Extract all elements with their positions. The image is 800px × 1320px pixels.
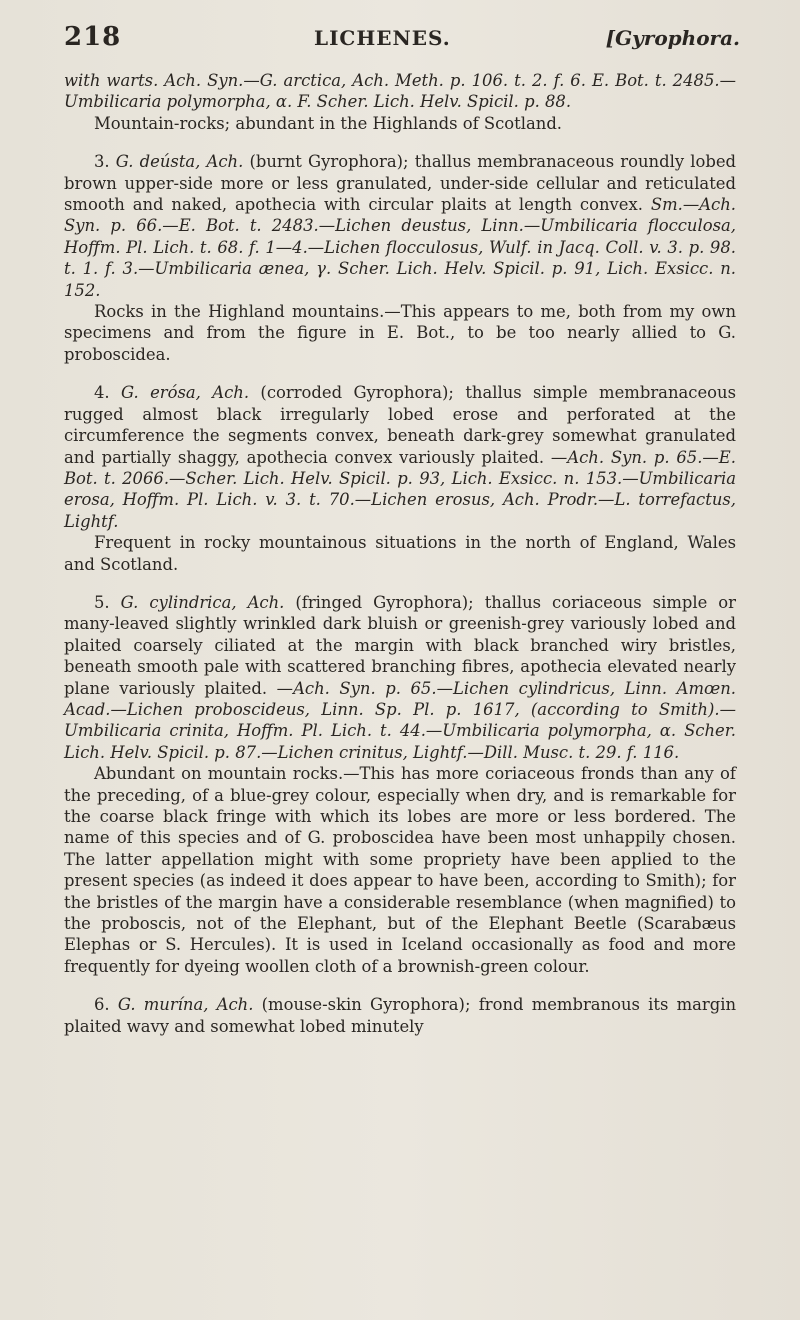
habitat-note: Abundant on mountain rocks.—This has more coriaceous fronds than any of the preceding, of a blue-grey colour, especially when dry, and is remarkable for the coarse black fringe with which its lobes are more or less bordered. The name of this species and of G. proboscidea have been most unhappily chosen. The latter appellation might with some propriety have been applied to the present species (as indeed it does appear to have been, according to Smith); for the bristles of the margin have a considerable resemblance (when magnified) to the proboscis, not of the Elephant, but of the Elephant Beetle (Scarabæus Elephas or S. Hercules). It is used in Iceland occasionally as food and more frequently for dyeing woollen cloth of a brownish-green colour. bbox=[64, 764, 736, 976]
body-text bbox=[64, 70, 736, 1037]
section-title: LICHENES. bbox=[314, 26, 451, 50]
common-name: (fringed Gyrophora); bbox=[295, 592, 474, 612]
page-number: 218 bbox=[64, 22, 122, 52]
species-entry bbox=[64, 592, 736, 763]
species-number: 5. bbox=[94, 592, 110, 612]
common-name: (mouse-skin Gyrophora); bbox=[261, 995, 471, 1015]
common-name: (corroded Gyrophora); bbox=[260, 383, 454, 403]
species-number: 4. bbox=[94, 383, 110, 403]
species-entry bbox=[64, 994, 736, 1037]
species-number: 3. bbox=[94, 152, 110, 172]
running-head bbox=[64, 22, 740, 58]
genus-heading: [Gyrophora. bbox=[605, 26, 740, 50]
species-entry bbox=[64, 382, 736, 532]
species-binomial: G. deústa, Ach. bbox=[115, 152, 244, 172]
synonymy: —Ach. Syn. p. 65.—E. Bot. t. 2066.—Scher. Lich. Helv. Spicil. p. 93, Lich. Exsicc. n. 153.—Umbilicaria erosa, Hoffm. Pl. Lich. v. 3. t. 70.—Lichen erosus, Ach. Prodr.—L. torrefactus, Lightf. bbox=[64, 447, 736, 531]
species-binomial: G. cylindrica, Ach. bbox=[120, 592, 285, 612]
habitat-note: Rocks in the Highland mountains.—This appears to me, both from my own specimens and from the figure in E. Bot., to be too nearly allied to G. proboscidea. bbox=[64, 302, 736, 364]
species-binomial: G. murína, Ach. bbox=[117, 995, 254, 1015]
synonymy: with warts. Ach. Syn.—G. arctica, Ach. Meth. p. 106. t. 2. f. 6. E. Bot. t. 2485.—Umbilicaria polymorpha, α. F. Scher. Lich. Helv. Spicil. p. 88. bbox=[64, 71, 736, 112]
species-number: 6. bbox=[94, 995, 110, 1015]
habitat-note: Frequent in rocky mountainous situations in the north of England, Wales and Scotland. bbox=[64, 533, 736, 574]
species-binomial: G. erósa, Ach. bbox=[121, 383, 250, 403]
synonymy: Sm.—Ach. Syn. p. 66.—E. Bot. t. 2483.—Lichen deustus, Linn.—Umbilicaria flocculosa, Hoffm. Pl. Lich. t. 68. f. 1—4.—Lichen flocculosus, Wulf. in Jacq. Coll. v. 3. p. 98. t. 1. f. 3.—Umbilicaria ænea, γ. Scher. Lich. Helv. Spicil. p. 91, Lich. Exsicc. n. 152. bbox=[64, 195, 736, 300]
species-entry bbox=[64, 151, 736, 301]
species-description: frond membranous its margin plaited wavy and somewhat lobed minutely bbox=[64, 995, 737, 1036]
continued-synonymy bbox=[64, 70, 736, 113]
species-description: thallus coriaceous simple or many-leaved slightly wrinkled dark bluish or greenish-grey variously lobed and plaited coarsely ciliated at the margin with black branched wiry bristles, beneath smooth pale with scattered branching fibres, apothecia elevated nearly plane variously plaited. bbox=[64, 592, 737, 698]
synonymy: —Ach. Syn. p. 65.—Lichen cylindricus, Linn. Amœn. Acad.—Lichen proboscideus, Linn. Sp. Pl. p. 1617, (according to Smith).—Umbilicaria crinita, Hoffm. Pl. Lich. t. 44.—Umbilicaria polymorpha, α. Scher. Lich. Helv. Spicil. p. 87.—Lichen crinitus, Lightf.—Dill. Musc. t. 29. f. 116. bbox=[64, 678, 736, 762]
common-name: (burnt Gyrophora); bbox=[249, 152, 409, 172]
species-description: thallus membranaceous roundly lobed brown upper-side more or less granulated, under-side cellular and reticulated smooth and naked, apothecia with circular plaits at length convex. bbox=[64, 152, 737, 215]
species-description: thallus simple membranaceous rugged almost black irregularly lobed erose and perforated at the circumference the segments convex, beneath dark-grey somewhat granulated and partially shaggy, apothecia convex variously plaited. bbox=[64, 383, 736, 467]
habitat-note: Mountain-rocks; abundant in the Highlands of Scotland. bbox=[94, 113, 563, 133]
